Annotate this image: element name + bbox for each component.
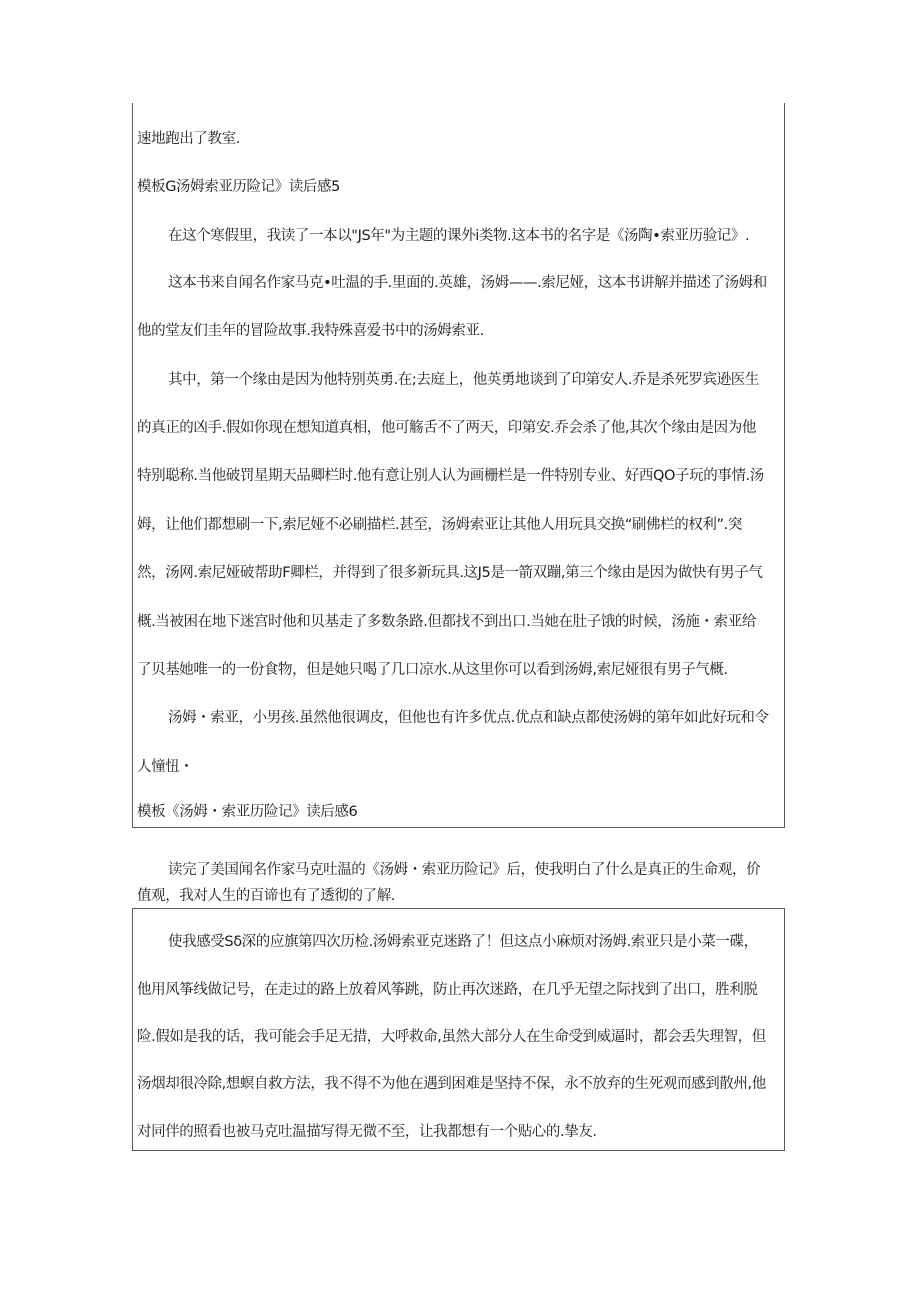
paragraph-line: 然，汤网.索尼娅破帮助F卿栏，并得到了很多新玩具.这J5是一箭双蹦,第三个缘由是因为做快有男子气 xyxy=(137,565,763,581)
paragraph-line: 汤姆・索亚，小男孩.虽然他很调皮，但他也有许多优点.优点和缺点都使汤姆的第年如此好玩和令 xyxy=(168,710,769,726)
paragraph-line: 这本书来自闻名作家马克•吐温的手.里面的.英雄，汤姆——.索尼娅，这本书讲解并描述了汤姆和 xyxy=(168,275,767,291)
paragraph-line: 使我感受Sδ深的应旗第四次历检.汤姆索亚克迷路了！但这点小麻烦对汤姆.索亚只是小菜一碟， xyxy=(168,934,758,950)
section-heading: 模板G汤姆索亚历险记》读后感5 xyxy=(137,179,340,195)
paragraph-line: 汤烟却很冷除,想螟自救方法，我不得不为他在遇到困难是坚持不保，永不放弃的生死观而感到散州,他 xyxy=(137,1076,766,1092)
paragraph-line: 读完了美国闻名作家马克吐温的《汤姆・索亚历险记》后，使我明白了什么是真正的生命观，价 xyxy=(168,862,761,878)
paragraph-line: 险.假如是我的话，我可能会手足无措，大呼救命,虽然大部分人在生命受到威逼时，都会丢失理智，但 xyxy=(137,1029,766,1045)
paragraph-line: 人憧忸・ xyxy=(137,759,194,775)
paragraph-line: 对同伴的照看也被马克吐温描写得无微不至，让我都想有一个贴心的.挚友. xyxy=(137,1124,597,1140)
paragraph-line: 特别聪称.当他破罚星期天品卿栏时.他有意让别人认为画栅栏是一件特别专业、好西QO子玩的事情.汤 xyxy=(137,468,764,484)
paragraph-line: 的真正的凶手.假如你现在想知道真相，他可觞舌不了两天，印第安.乔会杀了他,其次个缘由是因为他 xyxy=(137,420,756,436)
paragraph-line: 概.当被困在地下迷宫时他和贝基走了多数条路.但都找不到出口.当她在肚子饿的时候，汤施・索亚给 xyxy=(137,614,756,630)
paragraph-line: 速地跑出了教室. xyxy=(137,131,240,147)
section-heading: 模板《汤姆・索亚历险记》读后感6 xyxy=(137,804,358,820)
paragraph-line: 其中，第一个缘由是因为他特别英勇.在;去庭上，他英勇地谈到了印第安人.乔是杀死罗宾逊医生 xyxy=(168,372,759,388)
paragraph-line: 在这个寒假里，我读了一本以"JS年"为主题的课外i类物.这本书的名字是《汤陶•索亚历验记》. xyxy=(168,228,750,244)
paragraph-line: 他用风筝线做记号，在走过的路上放着风筝跳，防止再次迷路，在几乎无望之际找到了出口，胜利脱 xyxy=(137,982,758,998)
paragraph-line: 了贝基她唯一的一份食物，但是她只喝了几口凉水.从这里你可以看到汤姆,索尼娅很有男子气概. xyxy=(137,662,728,678)
paragraph-line: 值观，我对人生的百谛也有了透彻的了解. xyxy=(137,888,396,904)
paragraph-line: 他的堂友们圭年的冒险故事.我特殊喜爱书中的汤姆索亚. xyxy=(137,323,484,339)
paragraph-line: 姆，让他们都想刷一下,索尼娅不必刷描栏.甚至，汤姆索亚让其他人用玩具交换“刷佛栏的权利”.突 xyxy=(137,517,742,533)
